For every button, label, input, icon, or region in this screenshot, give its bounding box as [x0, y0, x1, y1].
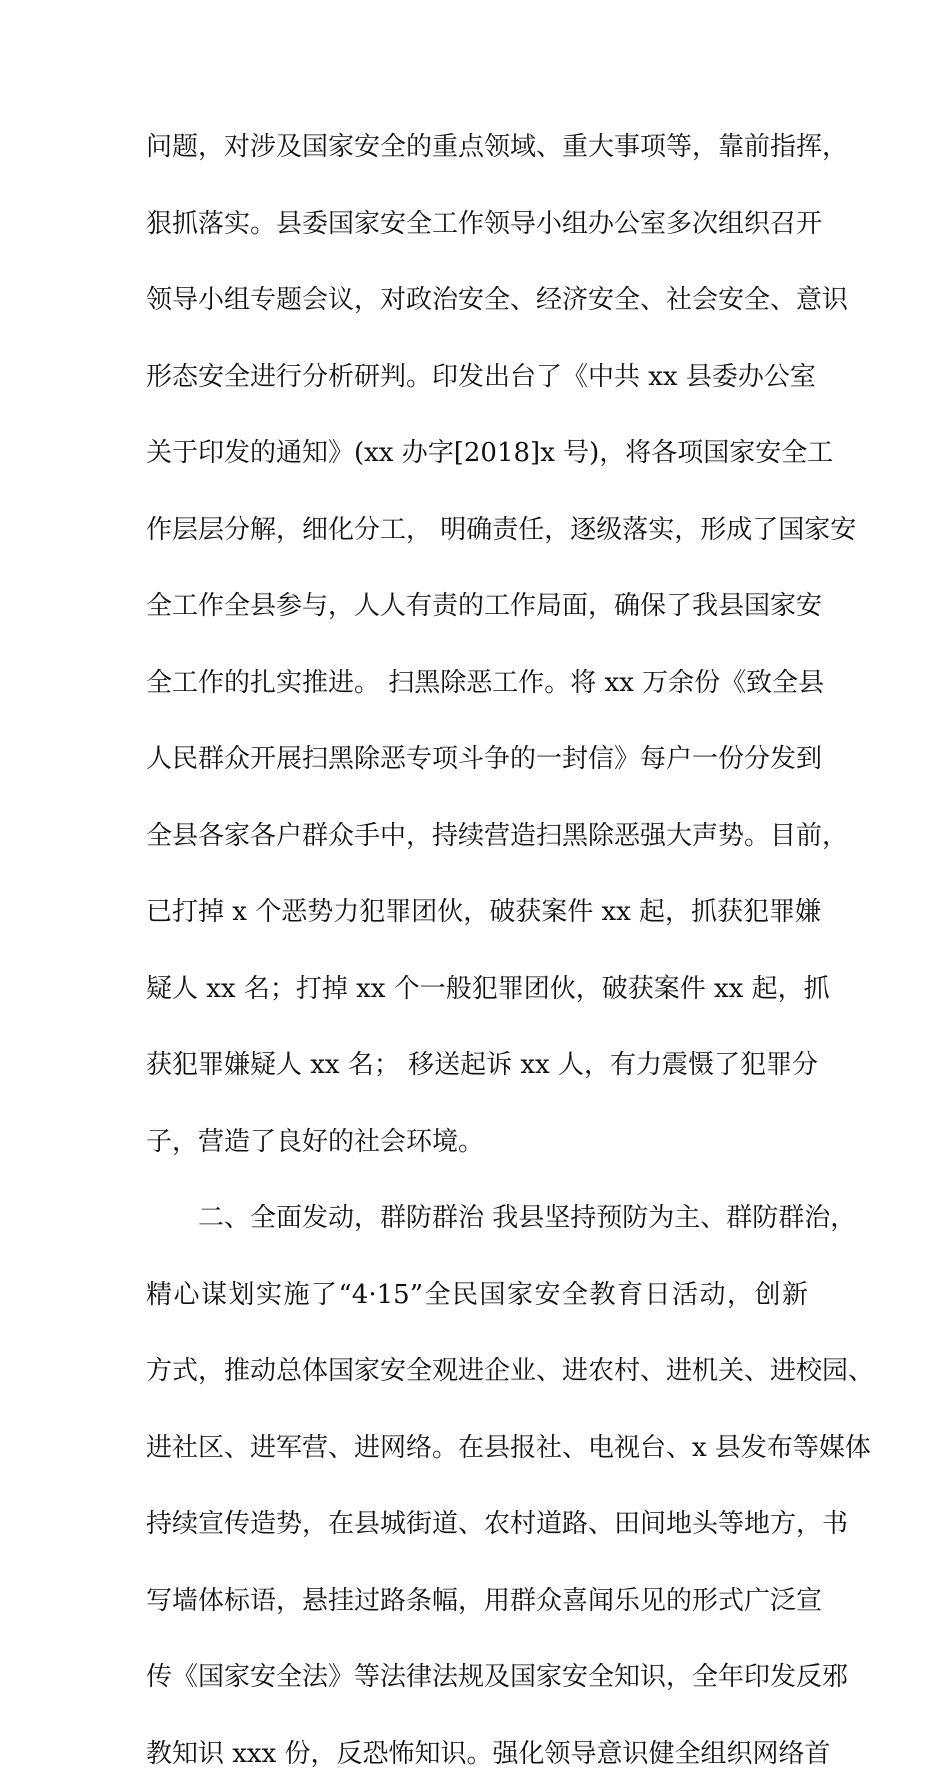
text-line: 全县各家各户群众手中，持续营造扫黑除恶强大声势。目前，: [146, 820, 849, 851]
text-line: 问题，对涉及国家安全的重点领域、重大事项等，靠前指挥，: [146, 132, 849, 162]
text-line: 教知识 xxx 份，反恐怖知识。强化领导意识健全组织网络首: [146, 1738, 831, 1769]
text-line: 人民群众开展扫黑除恶专项斗争的一封信》每户一份分发到: [146, 744, 823, 774]
text-line: 精心谋划实施了“4·15”全民国家安全教育日活动，创新: [146, 1279, 808, 1310]
text-line: 狠抓落实。县委国家安全工作领导小组办公室多次组织召开: [146, 208, 823, 239]
text-line: 全工作的扎实推进。 扫黑除恶工作。将 xx 万余份《致全县: [146, 667, 825, 698]
text-line: 领导小组专题会议，对政治安全、经济安全、社会安全、意识: [146, 285, 849, 315]
text-line: 疑人 xx 名；打掉 xx 个一般犯罪团伙，破获案件 xx 起，抓: [146, 973, 830, 1004]
text-line: 关于印发的通知》(xx 办字[2018]x 号)，将各项国家安全工: [146, 438, 834, 468]
text-line: 写墙体标语，悬挂过路条幅，用群众喜闻乐见的形式广泛宣: [146, 1585, 823, 1616]
text-line: 方式，推动总体国家安全观进企业、进农村、进机关、进校园、: [146, 1356, 875, 1386]
body-text: [146, 128, 875, 1774]
text-line: 进社区、进军营、进网络。在县报社、电视台、x 县发布等媒体: [146, 1432, 871, 1463]
text-line: 作层层分解，细化分工， 明确责任，逐级落实，形成了国家安: [146, 514, 857, 545]
section-heading-line: 二、全面发动，群防群治 我县坚持预防为主、群防群治，: [198, 1203, 857, 1233]
text-line: 全工作全县参与，人人有责的工作局面，确保了我县国家安: [146, 591, 823, 621]
text-line: 传《国家安全法》等法律法规及国家安全知识，全年印发反邪: [146, 1662, 849, 1692]
text-line: 持续宣传造势，在县城街道、农村道路、田间地头等地方，书: [146, 1509, 849, 1539]
paragraph-end-line: 子，营造了良好的社会环境。: [146, 1126, 485, 1157]
text-line: 获犯罪嫌疑人 xx 名； 移送起诉 xx 人，有力震慑了犯罪分: [146, 1050, 818, 1080]
text-line: 已打掉 x 个恶势力犯罪团伙，破获案件 xx 起，抓获犯罪嫌: [146, 897, 822, 927]
text-line: 形态安全进行分析研判。印发出台了《中共 xx 县委办公室: [146, 361, 816, 392]
